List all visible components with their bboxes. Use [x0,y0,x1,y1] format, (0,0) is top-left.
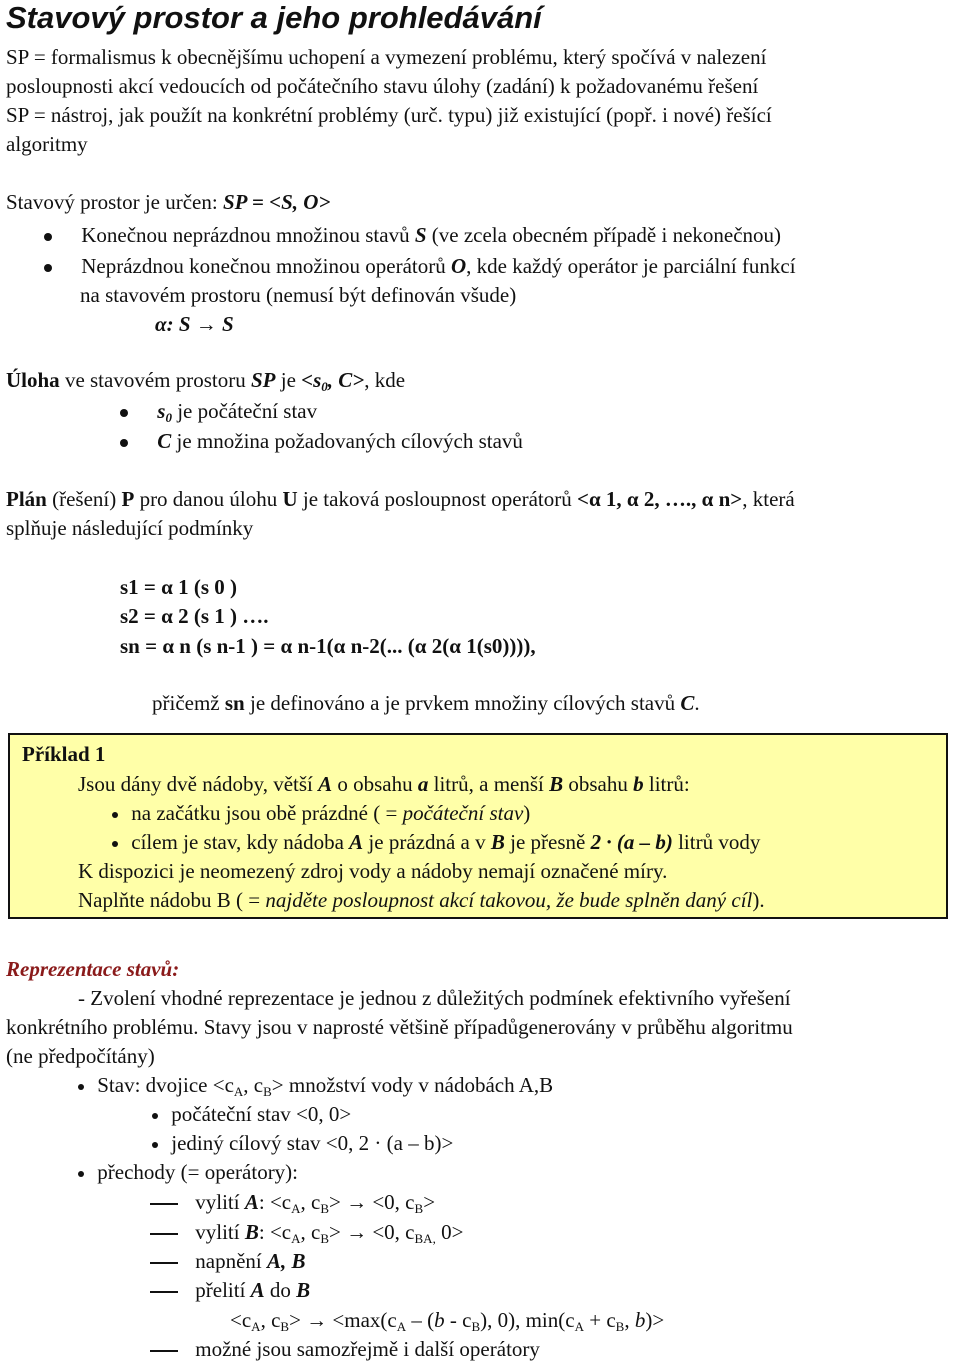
equation-1: s1 = α 1 (s 0 ) [120,575,238,599]
op4f-sub-2: B [280,1319,290,1334]
op2-B: B [244,1220,259,1244]
list-item [120,428,523,454]
op4f-c: > → <max(c [289,1308,397,1332]
sp-bullet-1-a: Konečnou neprázdnou množinou stavů [81,223,415,247]
dash-icon [150,1350,178,1352]
list-item [152,1130,453,1156]
op2-sub-a: A [291,1231,301,1246]
ex-b2-b: je prázdná a v [363,830,491,854]
op4-B: B [296,1278,311,1302]
op3-a: napnění [195,1249,267,1273]
op2-sub-b: B [320,1231,329,1246]
dash-icon [150,1203,178,1205]
bullet-icon [120,439,128,447]
bullet-icon [120,409,128,417]
task-tuple-pre: <s [301,368,322,392]
ex-b2-a: cílem je stav, kdy nádoba [131,830,350,854]
list-item [152,1101,351,1127]
ex-l1-B: B [549,772,564,796]
op4-b: do [264,1278,297,1302]
op4f-sub-6: B [615,1319,625,1334]
plan-where-c: C [680,691,695,715]
ex-l1-A: A [318,772,333,796]
repr-init: počáteční stav <0, 0> [171,1102,352,1126]
sp-bullet-1-b: (ve zcela obecném případě i nekonečnou) [426,223,782,247]
op4-A: A [250,1278,265,1302]
intro-line-4: algoritmy [6,132,88,156]
list-item [78,1159,298,1185]
plan-where-b: je definováno a je prvkem množiny cílových stavů [244,691,681,715]
plan-definition [6,486,795,512]
task-text-b: je [275,368,302,392]
op4f-sub-3: A [396,1319,407,1334]
ex-b2-d: litrů vody [672,830,761,854]
ex-l1-a: Jsou dány dvě nádoby, větší [78,772,319,796]
intro-line-2: posloupnosti akcí vedoucích od počátečního stavu úlohy (zadání) k požadovanému řešení [6,74,759,98]
task-tuple-sub: 0 [321,379,328,394]
sp-bullet-2-b: , kde každý operátor je parciální funkcí [466,254,796,278]
plan-text-a: (řešení) [46,487,122,511]
op1-sub-b2: B [414,1201,424,1216]
repr-state-a: Stav: dvojice <c [97,1073,234,1097]
example-line-1 [78,771,690,797]
sp-bullet-2-a: Neprázdnou konečnou množinou operátorů [81,254,451,278]
task-tuple [301,368,364,392]
repr-state-sub-b: B [263,1084,272,1099]
op1-sub-b: B [320,1201,329,1216]
list-item [44,253,796,279]
ex-l1-d: obsahu [563,772,634,796]
dash-icon [150,1262,178,1264]
repr-transitions: přechody (= operátory): [97,1160,299,1184]
list-item [150,1336,540,1362]
example-line-4: K dispozici je neomezený zdroj vody a nádoby nemají označené míry. [78,859,668,883]
task-text-a: ve stavovém prostoru [59,368,251,392]
op4f-i: )> [645,1308,665,1332]
op1-d: > → <0, c [329,1190,415,1214]
intro-line-1: SP = formalismus k obecnějšímu uchopení a vymezení problému, který spočívá v nalezení [6,45,767,69]
op2-c: , c [300,1220,321,1244]
task-text-c: , kde [364,368,406,392]
op-more: možné jsou samozřejmě i další operátory [195,1337,540,1361]
ex-b2-A: A [349,830,364,854]
task-bullet-2-text: je množina požadovaných cílových stavů [171,429,523,453]
ex-b2-c: je přesně [504,830,591,854]
op4f-f: ), 0), min(c [480,1308,575,1332]
op2-sub-ba: BA, [414,1231,436,1246]
ex-b1-b: ) [523,801,531,825]
repr-state-c: > množství vody v nádobách A,B [271,1073,554,1097]
plan-u: U [282,487,298,511]
op1-sub-a: A [291,1201,301,1216]
ex-l1-b: o obsahu [332,772,418,796]
ex-l5-i: najděte posloupnost akcí takovou, že bude splněn daný cíl [265,888,753,912]
plan-where-sn: sn [224,691,245,715]
op1-e: > [423,1190,436,1214]
task-word: Úloha [6,368,60,392]
op1-c: , c [300,1190,321,1214]
example-line-5 [78,887,765,913]
bullet-icon [112,841,118,847]
list-item [44,222,781,248]
alpha-signature: α: S → S [155,312,234,336]
op1-A: A [244,1190,259,1214]
plan-sequence: <α 1, α 2, …., α n> [577,487,743,511]
list-item [150,1248,306,1274]
list-item [112,800,530,826]
page-title: Stavový prostor a jeho prohledávání [6,0,542,35]
bullet-icon [44,264,52,272]
task-bullet-1-text: je počáteční stav [171,399,318,423]
bullet-icon [78,1084,84,1090]
op4-formula [230,1307,664,1333]
bullet-icon [78,1171,84,1177]
op4f-h: , [624,1308,635,1332]
list-item [78,1072,553,1098]
op4-a: přelití [195,1278,251,1302]
list-item [150,1277,310,1303]
repr-state-sub-a: A [233,1084,244,1099]
op4f-sub-1: A [251,1319,261,1334]
task-s0 [157,399,172,423]
bullet-icon [152,1113,158,1119]
op2-d: > → <0, c [329,1220,415,1244]
ex-l5-a: Naplňte nádobu B ( = [78,888,266,912]
repr-line-1: - Zvolení vhodné reprezentace je jednou z důležitých podmínek efektivního vyřešení [78,986,791,1010]
task-c: C [157,429,172,453]
ex-b1-i: počáteční stav [402,801,524,825]
ex-b2-formula: 2 · (a – b) [590,830,673,854]
repr-line-3: (ne předpočítány) [6,1044,155,1068]
sp-formula: SP = <S, O> [222,190,331,214]
dash-icon [150,1291,178,1293]
op4f-g: + c [583,1308,616,1332]
op2-e: 0> [435,1220,464,1244]
op4f-b: , c [260,1308,281,1332]
plan-where-a: přičemž [152,691,225,715]
bullet-icon [152,1142,158,1148]
op4f-b-var: b [434,1308,445,1332]
plan-text-d: , která [742,487,795,511]
ex-l1-e: litrů: [643,772,690,796]
list-item [150,1189,435,1215]
ex-l5-b: ). [752,888,765,912]
op4f-a: <c [230,1308,252,1332]
repr-state-b: , c [243,1073,264,1097]
plan-word: Plán [6,487,47,511]
task-tuple-post: , C> [327,368,365,392]
ex-b1-a: na začátku jsou obě prázdné ( = [131,801,403,825]
equation-3: sn = α n (s n-1 ) = α n-1(α n-2(... (α 2(α 1(s0)))), [120,634,536,658]
op4f-d: – ( [406,1308,435,1332]
plan-p: P [121,487,135,511]
plan-where [152,690,700,716]
ex-l1-b2: b [633,772,644,796]
plan-line-2: splňuje následující podmínky [6,516,254,540]
task-definition [6,367,405,393]
sp-bullet-1-s: S [414,223,427,247]
example-heading: Příklad 1 [22,742,106,766]
repr-line-2: konkrétního problému. Stavy jsou v naprosté většině případůgenerovány v průběhu algoritmu [6,1015,793,1039]
plan-text-c: je taková posloupnost operátorů [297,487,577,511]
op2-a: vylití [195,1220,245,1244]
intro-line-3: SP = nástroj, jak použít na konkrétní problémy (urč. typu) již existující (popř. i nové) řešící [6,103,772,127]
list-item [120,398,317,424]
bullet-icon [44,233,52,241]
ex-l1-a2: a [417,772,429,796]
op3-AB: A, B [266,1249,306,1273]
list-item [150,1219,463,1245]
task-s: s [157,399,166,423]
op1-a: vylití [195,1190,245,1214]
sp-bullet-2-cont: na stavovém prostoru (nemusí být definován všude) [80,283,517,307]
repr-heading: Reprezentace stavů: [6,957,180,981]
task-sp: SP [250,368,276,392]
op4f-sub-5: A [574,1319,584,1334]
task-s-sub: 0 [165,410,172,425]
ex-b2-B: B [490,830,505,854]
plan-where-dot: . [694,691,700,715]
op2-b: : <c [258,1220,292,1244]
equation-2: s2 = α 2 (s 1 ) …. [120,604,269,628]
sp-definition [6,189,330,215]
op4f-sub-4: B [471,1319,481,1334]
dash-icon [150,1233,178,1235]
ex-l1-c: litrů, a menší [428,772,550,796]
sp-lead: Stavový prostor je určen: [6,190,223,214]
op4f-b-var-2: b [634,1308,646,1332]
sp-bullet-2-o: O [450,254,467,278]
bullet-icon [112,812,118,818]
plan-text-b: pro danou úlohu [134,487,283,511]
op4f-e: - c [444,1308,472,1332]
op1-b: : <c [258,1190,292,1214]
repr-goal: jediný cílový stav <0, 2 · (a – b)> [171,1131,454,1155]
list-item [112,829,760,855]
